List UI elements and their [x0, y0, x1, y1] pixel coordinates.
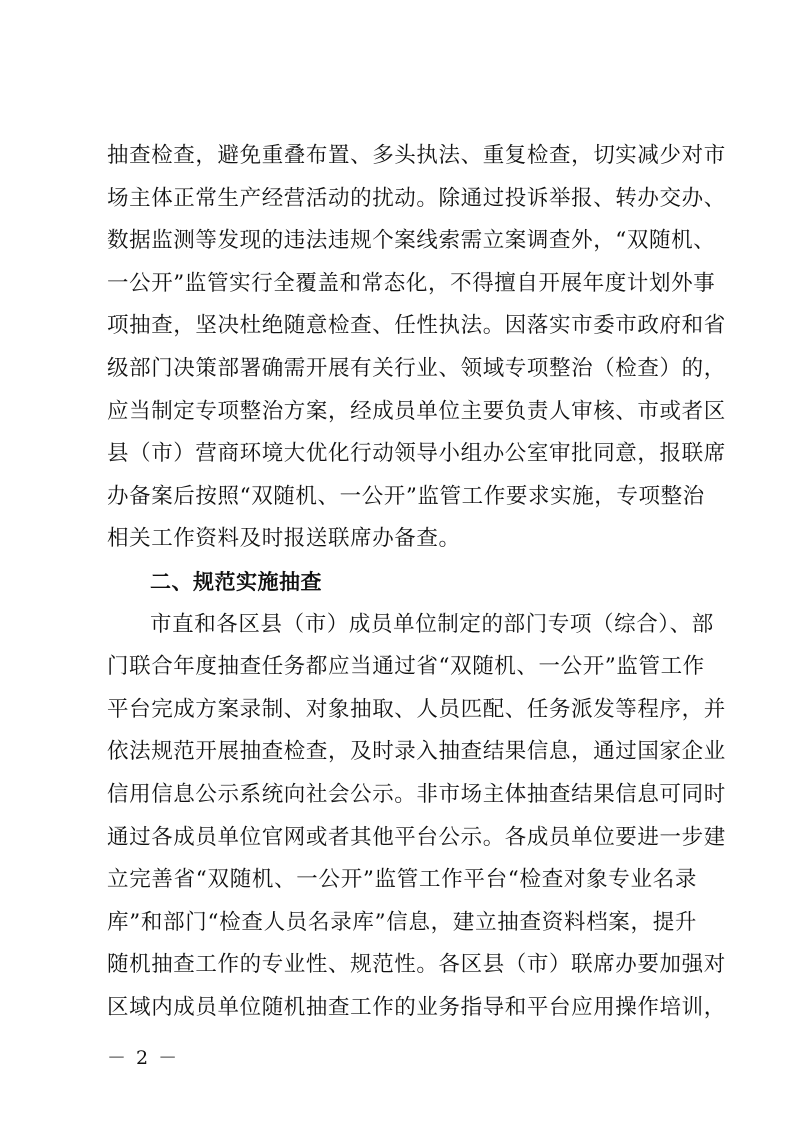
text-line: 立完善省“双随机、一公开”监管工作平台“检查对象专业名录 [107, 867, 697, 893]
text-line: 库”和部门“检查人员名录库”信息，建立抽查资料档案，提升 [107, 909, 697, 935]
text-line: 级部门决策部署确需开展有关行业、领域专项整治（检查）的， [107, 355, 726, 381]
text-line: 县（市）营商环境大优化行动领导小组办公室审批同意，报联席 [107, 441, 726, 467]
text-line: 抽查检查，避免重叠布置、多头执法、重复检查，切实减少对市 [107, 143, 726, 168]
text-line: 门联合年度抽查任务都应当通过省“双随机、一公开”监管工作 [107, 654, 705, 680]
text-line: 场主体正常生产经营活动的扰动。除通过投诉举报、转办交办、 [107, 185, 726, 211]
text-line: 信用信息公示系统向社会公示。非市场主体抽查结果信息可同时 [107, 781, 726, 807]
text-line: 市直和各区县（市）成员单位制定的部门专项（综合）、部 [150, 611, 714, 637]
text-line: 通过各成员单位官网或者其他平台公示。各成员单位要进一步建 [107, 824, 726, 850]
text-line: 随机抽查工作的专业性、规范性。各区县（市）联席办要加强对 [107, 952, 726, 978]
text-line: 应当制定专项整治方案，经成员单位主要负责人审核、市或者区 [107, 398, 726, 424]
section-heading: 二、规范实施抽查 [150, 569, 322, 594]
document-body [107, 135, 726, 1029]
text-line: 区域内成员单位随机抽查工作的业务指导和平台应用操作培训， [107, 994, 726, 1020]
paragraph-2 [107, 604, 726, 1030]
text-line: 办备案后按照“双随机、一公开”监管工作要求实施，专项整治 [107, 483, 705, 509]
text-line: 数据监测等发现的违法违规个案线索需立案调查外，“双随机、 [107, 228, 716, 254]
text-line: 相关工作资料及时报送联席办备查。 [107, 526, 461, 552]
paragraph-1 [107, 135, 726, 561]
text-line: 项抽查，坚决杜绝随意检查、任性执法。因落实市委市政府和省 [107, 313, 726, 339]
text-line: 一公开”监管实行全覆盖和常态化，不得擅自开展年度计划外事 [107, 270, 716, 296]
text-line: 依法规范开展抽查检查，及时录入抽查结果信息，通过国家企业 [107, 739, 726, 765]
text-line: 平台完成方案录制、对象抽取、人员匹配、任务派发等程序，并 [107, 696, 726, 722]
page-number: － 2 － [107, 1047, 180, 1069]
